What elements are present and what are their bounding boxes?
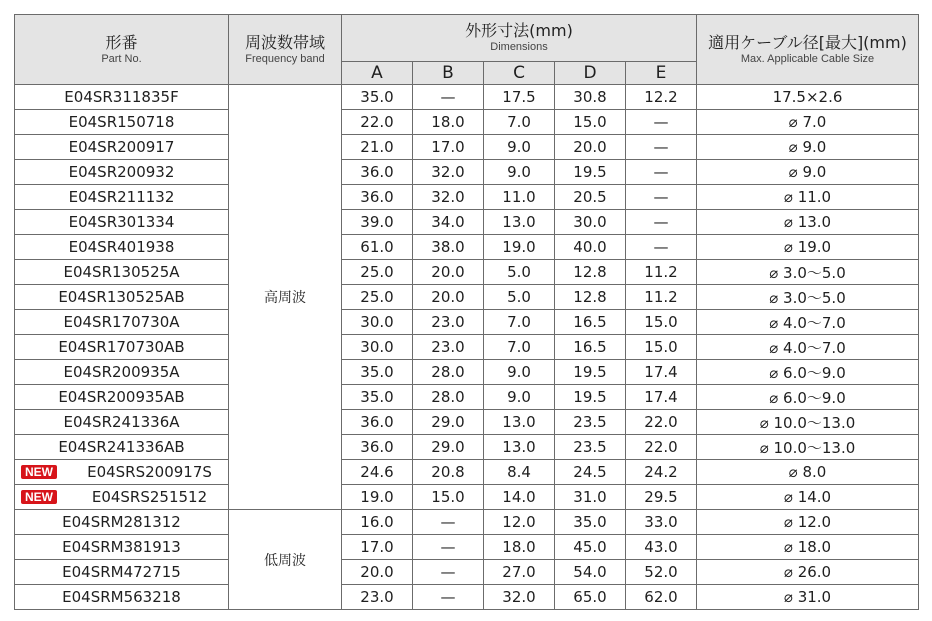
header-dimensions-jp: 外形寸法(mm) xyxy=(465,21,573,40)
cable-size-cell: ⌀ 4.0～7.0 xyxy=(697,310,919,335)
table-row xyxy=(15,485,919,510)
dim-b-cell: — xyxy=(413,510,484,535)
part-number: E04SRM472715 xyxy=(62,563,181,581)
part-number-cell xyxy=(15,110,229,135)
cable-size-cell: ⌀ 10.0～13.0 xyxy=(697,410,919,435)
part-number-cell xyxy=(15,360,229,385)
dim-e-cell: — xyxy=(626,160,697,185)
dim-c-cell: 18.0 xyxy=(484,535,555,560)
dim-a-cell: 36.0 xyxy=(342,160,413,185)
dim-a-cell: 36.0 xyxy=(342,435,413,460)
table-row xyxy=(15,510,919,535)
part-number: E04SR130525A xyxy=(63,263,180,281)
dim-a-cell: 35.0 xyxy=(342,385,413,410)
part-number-cell xyxy=(15,485,229,510)
cable-size-cell: ⌀ 9.0 xyxy=(697,135,919,160)
dim-c-cell: 13.0 xyxy=(484,435,555,460)
cable-size-cell: ⌀ 19.0 xyxy=(697,235,919,260)
dim-c-cell: 5.0 xyxy=(484,285,555,310)
dim-b-cell: — xyxy=(413,85,484,110)
dim-c-cell: 19.0 xyxy=(484,235,555,260)
dim-d-cell: 23.5 xyxy=(555,410,626,435)
dim-c-cell: 9.0 xyxy=(484,135,555,160)
part-number-cell xyxy=(15,585,229,610)
dim-b-cell: 18.0 xyxy=(413,110,484,135)
dim-e-cell: 17.4 xyxy=(626,360,697,385)
dim-d-cell: 19.5 xyxy=(555,160,626,185)
part-number-cell xyxy=(15,460,229,485)
table-row xyxy=(15,110,919,135)
header-frequency-jp: 周波数帯域 xyxy=(244,32,325,52)
table-row xyxy=(15,310,919,335)
dim-e-cell: 24.2 xyxy=(626,460,697,485)
dim-b-cell: — xyxy=(413,585,484,610)
dim-b-cell: — xyxy=(413,535,484,560)
header-cable-jp: 適用ケーブル径[最大](mm) xyxy=(708,32,907,52)
part-number-cell xyxy=(15,510,229,535)
dim-a-cell: 36.0 xyxy=(342,410,413,435)
cable-size-cell: ⌀ 3.0～5.0 xyxy=(697,260,919,285)
dim-e-cell: 17.4 xyxy=(626,385,697,410)
dim-a-cell: 30.0 xyxy=(342,310,413,335)
cable-size-cell: ⌀ 4.0～7.0 xyxy=(697,335,919,360)
dim-b-cell: — xyxy=(413,560,484,585)
dim-a-cell: 17.0 xyxy=(342,535,413,560)
cable-size-cell: ⌀ 31.0 xyxy=(697,585,919,610)
dim-d-cell: 54.0 xyxy=(555,560,626,585)
cable-size-cell: ⌀ 6.0～9.0 xyxy=(697,385,919,410)
dim-d-cell: 16.5 xyxy=(555,335,626,360)
dim-b-cell: 23.0 xyxy=(413,310,484,335)
table-row xyxy=(15,585,919,610)
table-row xyxy=(15,135,919,160)
cable-size-cell: ⌀ 26.0 xyxy=(697,560,919,585)
dim-b-cell: 32.0 xyxy=(413,185,484,210)
part-number-cell xyxy=(15,310,229,335)
dim-a-cell: 16.0 xyxy=(342,510,413,535)
dim-d-cell: 30.8 xyxy=(555,85,626,110)
dim-c-cell: 7.0 xyxy=(484,310,555,335)
dim-b-cell: 29.0 xyxy=(413,435,484,460)
dim-d-cell: 45.0 xyxy=(555,535,626,560)
dim-c-cell: 14.0 xyxy=(484,485,555,510)
part-number: E04SR200935AB xyxy=(58,388,185,406)
dim-e-cell: 11.2 xyxy=(626,285,697,310)
dim-d-cell: 12.8 xyxy=(555,260,626,285)
dim-c-cell: 8.4 xyxy=(484,460,555,485)
new-badge: NEW xyxy=(21,465,57,479)
part-number: E04SR200935A xyxy=(63,363,180,381)
part-number: E04SR200932 xyxy=(68,163,175,181)
dim-e-cell: — xyxy=(626,235,697,260)
dim-b-cell: 32.0 xyxy=(413,160,484,185)
cable-size-cell: ⌀ 10.0～13.0 xyxy=(697,435,919,460)
part-number: E04SR130525AB xyxy=(58,288,185,306)
part-number-cell xyxy=(15,385,229,410)
dim-a-cell: 30.0 xyxy=(342,335,413,360)
dim-b-cell: 28.0 xyxy=(413,385,484,410)
dim-e-cell: 62.0 xyxy=(626,585,697,610)
part-number: E04SRM281312 xyxy=(62,513,181,531)
cable-size-cell: ⌀ 18.0 xyxy=(697,535,919,560)
dim-b-cell: 20.0 xyxy=(413,285,484,310)
part-number: E04SR241336AB xyxy=(58,438,185,456)
part-number: E04SR211132 xyxy=(68,188,175,206)
band-low-frequency: 低周波 xyxy=(229,510,342,610)
part-number-cell xyxy=(15,560,229,585)
dim-e-cell: 29.5 xyxy=(626,485,697,510)
part-number-cell xyxy=(15,260,229,285)
header-frequency-en: Frequency band xyxy=(245,52,325,65)
header-frequency xyxy=(229,15,342,85)
table-row xyxy=(15,85,919,110)
dim-b-cell: 15.0 xyxy=(413,485,484,510)
dim-a-cell: 39.0 xyxy=(342,210,413,235)
header-dim-a: A xyxy=(342,62,413,85)
header-dimensions xyxy=(342,15,697,62)
table-row xyxy=(15,385,919,410)
part-number: E04SR170730A xyxy=(63,313,180,331)
dim-a-cell: 19.0 xyxy=(342,485,413,510)
cable-size-cell: ⌀ 14.0 xyxy=(697,485,919,510)
table-row xyxy=(15,460,919,485)
cable-size-cell: ⌀ 6.0～9.0 xyxy=(697,360,919,385)
header-cable xyxy=(697,15,919,85)
table-row xyxy=(15,335,919,360)
table-row xyxy=(15,410,919,435)
dim-a-cell: 22.0 xyxy=(342,110,413,135)
table-row xyxy=(15,535,919,560)
dim-a-cell: 35.0 xyxy=(342,360,413,385)
part-number-cell xyxy=(15,435,229,460)
dim-c-cell: 12.0 xyxy=(484,510,555,535)
dim-d-cell: 65.0 xyxy=(555,585,626,610)
dim-c-cell: 13.0 xyxy=(484,410,555,435)
dim-d-cell: 16.5 xyxy=(555,310,626,335)
dim-a-cell: 21.0 xyxy=(342,135,413,160)
dim-d-cell: 20.0 xyxy=(555,135,626,160)
part-number: E04SRM563218 xyxy=(62,588,181,606)
dim-c-cell: 9.0 xyxy=(484,385,555,410)
part-number-cell xyxy=(15,335,229,360)
table-row xyxy=(15,185,919,210)
dim-d-cell: 15.0 xyxy=(555,110,626,135)
table-body xyxy=(15,85,919,610)
part-number: E04SR241336A xyxy=(63,413,180,431)
dim-c-cell: 27.0 xyxy=(484,560,555,585)
dim-c-cell: 7.0 xyxy=(484,110,555,135)
part-number-cell xyxy=(15,535,229,560)
cable-size-cell: ⌀ 8.0 xyxy=(697,460,919,485)
cable-size-cell: ⌀ 9.0 xyxy=(697,160,919,185)
dim-c-cell: 17.5 xyxy=(484,85,555,110)
dim-c-cell: 32.0 xyxy=(484,585,555,610)
dim-a-cell: 23.0 xyxy=(342,585,413,610)
header-dim-e: E xyxy=(626,62,697,85)
dim-d-cell: 19.5 xyxy=(555,360,626,385)
band-high-frequency: 高周波 xyxy=(229,85,342,510)
dim-b-cell: 20.0 xyxy=(413,260,484,285)
spec-table xyxy=(14,14,919,610)
dim-e-cell: — xyxy=(626,110,697,135)
header-dimensions-en: Dimensions xyxy=(490,41,548,53)
part-number-cell xyxy=(15,410,229,435)
part-number: E04SRS200917S xyxy=(87,463,212,481)
header-part-no-jp: 形番 xyxy=(105,32,138,52)
dim-d-cell: 35.0 xyxy=(555,510,626,535)
part-number-cell xyxy=(15,285,229,310)
header-dim-b: B xyxy=(413,62,484,85)
cable-size-cell: 17.5×2.6 xyxy=(697,85,919,110)
dim-d-cell: 19.5 xyxy=(555,385,626,410)
new-badge: NEW xyxy=(21,490,57,504)
dim-a-cell: 61.0 xyxy=(342,235,413,260)
dim-e-cell: 11.2 xyxy=(626,260,697,285)
dim-c-cell: 5.0 xyxy=(484,260,555,285)
part-number-cell xyxy=(15,85,229,110)
header-cable-en: Max. Applicable Cable Size xyxy=(740,52,875,65)
header-part-no xyxy=(15,15,229,85)
dim-a-cell: 36.0 xyxy=(342,185,413,210)
dim-d-cell: 24.5 xyxy=(555,460,626,485)
part-number-cell xyxy=(15,210,229,235)
dim-e-cell: — xyxy=(626,185,697,210)
dim-e-cell: 33.0 xyxy=(626,510,697,535)
dim-b-cell: 28.0 xyxy=(413,360,484,385)
dim-a-cell: 25.0 xyxy=(342,260,413,285)
part-number: E04SR150718 xyxy=(68,113,175,131)
part-number-cell xyxy=(15,185,229,210)
table-row xyxy=(15,210,919,235)
dim-a-cell: 25.0 xyxy=(342,285,413,310)
dim-d-cell: 31.0 xyxy=(555,485,626,510)
dim-e-cell: — xyxy=(626,210,697,235)
dim-e-cell: 15.0 xyxy=(626,310,697,335)
dim-b-cell: 34.0 xyxy=(413,210,484,235)
dim-c-cell: 13.0 xyxy=(484,210,555,235)
table-row xyxy=(15,435,919,460)
table-row xyxy=(15,560,919,585)
dim-c-cell: 11.0 xyxy=(484,185,555,210)
dim-a-cell: 24.6 xyxy=(342,460,413,485)
table-row xyxy=(15,160,919,185)
dim-d-cell: 40.0 xyxy=(555,235,626,260)
table-row xyxy=(15,285,919,310)
part-number: E04SR301334 xyxy=(68,213,175,231)
dim-a-cell: 20.0 xyxy=(342,560,413,585)
dim-e-cell: — xyxy=(626,135,697,160)
dim-e-cell: 52.0 xyxy=(626,560,697,585)
part-number: E04SR200917 xyxy=(68,138,175,156)
header-dim-d: D xyxy=(555,62,626,85)
dim-e-cell: 22.0 xyxy=(626,435,697,460)
part-number: E04SR170730AB xyxy=(58,338,185,356)
cable-size-cell: ⌀ 11.0 xyxy=(697,185,919,210)
header-dim-c: C xyxy=(484,62,555,85)
dim-b-cell: 20.8 xyxy=(413,460,484,485)
cable-size-cell: ⌀ 12.0 xyxy=(697,510,919,535)
dim-e-cell: 12.2 xyxy=(626,85,697,110)
dim-e-cell: 15.0 xyxy=(626,335,697,360)
dim-d-cell: 30.0 xyxy=(555,210,626,235)
dim-b-cell: 17.0 xyxy=(413,135,484,160)
table-row xyxy=(15,235,919,260)
dim-d-cell: 20.5 xyxy=(555,185,626,210)
cable-size-cell: ⌀ 7.0 xyxy=(697,110,919,135)
dim-b-cell: 23.0 xyxy=(413,335,484,360)
part-number-cell xyxy=(15,135,229,160)
dim-e-cell: 43.0 xyxy=(626,535,697,560)
dim-c-cell: 7.0 xyxy=(484,335,555,360)
part-number-cell xyxy=(15,235,229,260)
part-number: E04SRM381913 xyxy=(62,538,181,556)
dim-a-cell: 35.0 xyxy=(342,85,413,110)
dim-b-cell: 38.0 xyxy=(413,235,484,260)
part-number: E04SR401938 xyxy=(68,238,175,256)
header-part-no-en: Part No. xyxy=(101,52,142,65)
part-number: E04SRS251512 xyxy=(91,488,208,506)
dim-c-cell: 9.0 xyxy=(484,360,555,385)
part-number: E04SR311835F xyxy=(64,88,179,106)
dim-d-cell: 23.5 xyxy=(555,435,626,460)
table-row xyxy=(15,260,919,285)
cable-size-cell: ⌀ 13.0 xyxy=(697,210,919,235)
dim-d-cell: 12.8 xyxy=(555,285,626,310)
dim-e-cell: 22.0 xyxy=(626,410,697,435)
table-row xyxy=(15,360,919,385)
cable-size-cell: ⌀ 3.0～5.0 xyxy=(697,285,919,310)
dim-c-cell: 9.0 xyxy=(484,160,555,185)
part-number-cell xyxy=(15,160,229,185)
dim-b-cell: 29.0 xyxy=(413,410,484,435)
